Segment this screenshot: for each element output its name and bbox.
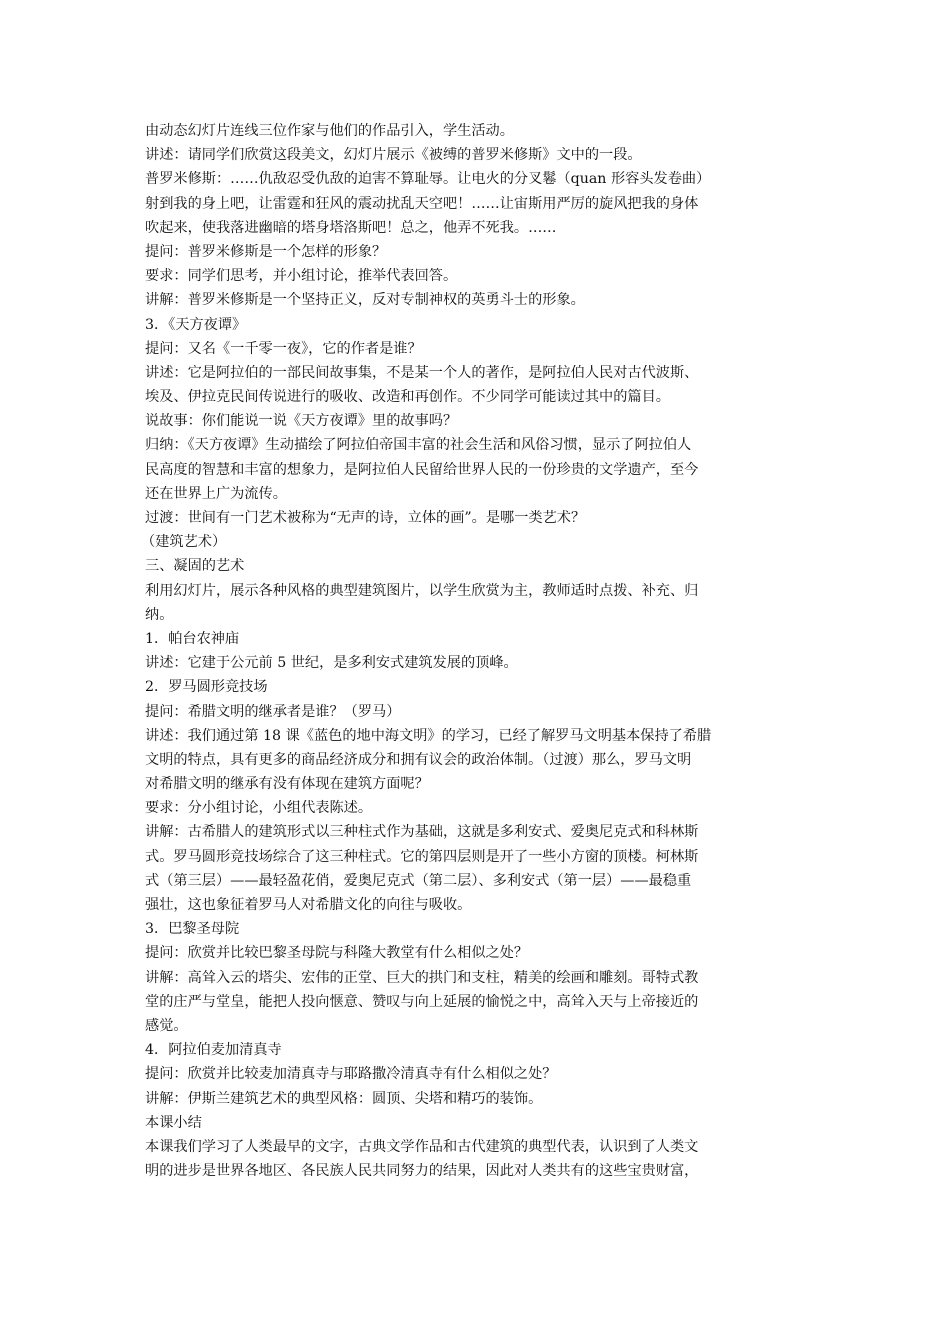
text-line: 说故事：你们能说一说《天方夜谭》里的故事吗？ bbox=[145, 413, 458, 430]
text-line: 民高度的智慧和丰富的想象力，是阿拉伯人民留给世界人民的一份珍贵的文学遗产，至今 bbox=[145, 461, 699, 478]
section-heading: 3．巴黎圣母院 bbox=[145, 921, 240, 938]
text-line: 讲述：它建于公元前 5 世纪，是多利安式建筑发展的顶峰。 bbox=[145, 655, 518, 672]
text-line: 讲解：高耸入云的塔尖、宏伟的正堂、巨大的拱门和支柱，精美的绘画和雕刻。哥特式教 bbox=[145, 969, 699, 986]
text-line: 过渡：世间有一门艺术被称为“无声的诗，立体的画”。是哪一类艺术？ bbox=[145, 510, 586, 526]
section-heading: 本课小结 bbox=[145, 1114, 202, 1131]
text-line: 强壮，这也象征着罗马人对希腊文化的向往与吸收。 bbox=[145, 897, 472, 913]
text-line: 式（第三层）——最轻盈花俏，爱奥尼克式（第二层）、多利安式（第一层）——最稳重 bbox=[145, 872, 692, 889]
document-body bbox=[141, 119, 810, 1183]
text-line: 讲述：请同学们欣赏这段美文，幻灯片展示《被缚的普罗米修斯》文中的一段。 bbox=[145, 147, 642, 164]
text-line: 纳。 bbox=[145, 606, 174, 623]
text-line: 归纳：《天方夜谭》生动描绘了阿拉伯帝国丰富的社会生活和风俗习惯，显示了阿拉伯人 bbox=[145, 437, 692, 454]
text-line: （建筑艺术） bbox=[141, 534, 227, 551]
text-line: 普罗米修斯：……仇敌忍受仇敌的迫害不算耻辱。让电火的分叉鬈（quan 形容头发卷曲） bbox=[145, 171, 711, 188]
section-heading: 4．阿拉伯麦加清真寺 bbox=[145, 1042, 282, 1059]
text-line: 式。罗马圆形竞技场综合了这三种柱式。它的第四层则是开了一些小方窗的顶楼。柯林斯 bbox=[145, 848, 699, 865]
section-heading: 2．罗马圆形竞技场 bbox=[145, 679, 268, 696]
text-line: 要求：同学们思考，并小组讨论，推举代表回答。 bbox=[145, 268, 458, 285]
text-line: 还在世界上广为流传。 bbox=[145, 485, 287, 502]
text-line: 文明的特点，具有更多的商品经济成分和拥有议会的政治体制。（过渡）那么，罗马文明 bbox=[145, 751, 692, 768]
text-line: 由动态幻灯片连线三位作家与他们的作品引入，学生活动。 bbox=[145, 123, 514, 139]
section-heading: 三、凝固的艺术 bbox=[145, 558, 245, 575]
section-heading: 1．帕台农神庙 bbox=[145, 630, 240, 647]
text-line: 讲述：它是阿拉伯的一部民间故事集，不是某一个人的著作，是阿拉伯人民对古代波斯、 bbox=[145, 364, 699, 381]
text-line: 要求：分小组讨论，小组代表陈述。 bbox=[145, 800, 373, 817]
text-line: 讲述：我们通过第 18 课《蓝色的地中海文明》的学习，已经了解罗马文明基本保持了希腊 bbox=[145, 727, 712, 744]
text-line: 本课我们学习了人类最早的文字，古典文学作品和古代建筑的典型代表，认识到了人类文 bbox=[145, 1138, 699, 1155]
text-line: 明的进步是世界各地区、各民族人民共同努力的结果，因此对人类共有的这些宝贵财富， bbox=[145, 1163, 699, 1180]
text-line: 提问：希腊文明的继承者是谁？（罗马） bbox=[145, 703, 401, 720]
section-heading: 3．《天方夜谭》 bbox=[145, 316, 247, 333]
text-line: 埃及、伊拉克民间传说进行的吸收、改造和再创作。不少同学可能读过其中的篇目。 bbox=[145, 389, 670, 406]
text-line: 提问：普罗米修斯是一个怎样的形象？ bbox=[145, 243, 387, 260]
text-line: 射到我的身上吧，让雷霆和狂风的震动扰乱天空吧！……让宙斯用严厉的旋风把我的身体 bbox=[145, 195, 699, 212]
text-line: 讲解：古希腊人的建筑形式以三种柱式作为基础，这就是多利安式、爱奥尼克式和科林斯 bbox=[145, 824, 699, 841]
text-line: 提问：欣赏并比较麦加清真寺与耶路撒冷清真寺有什么相似之处？ bbox=[145, 1066, 557, 1083]
text-line: 利用幻灯片，展示各种风格的典型建筑图片，以学生欣赏为主，教师适时点拨、补充、归 bbox=[145, 582, 699, 599]
text-line: 感觉。 bbox=[145, 1017, 188, 1034]
text-line: 堂的庄严与堂皇，能把人投向惬意、赞叹与向上延展的愉悦之中，高耸入天与上帝接近的 bbox=[145, 993, 699, 1010]
text-line: 吹起来，使我落进幽暗的塔身塔洛斯吧！总之，他弄不死我。…… bbox=[145, 219, 557, 236]
text-line: 讲解：普罗米修斯是一个坚持正义，反对专制神权的英勇斗士的形象。 bbox=[145, 292, 585, 309]
text-line: 提问：又名《一千零一夜》，它的作者是谁？ bbox=[145, 340, 422, 357]
text-line: 提问：欣赏并比较巴黎圣母院与科隆大教堂有什么相似之处？ bbox=[145, 945, 529, 962]
text-line: 对希腊文明的继承有没有体现在建筑方面呢？ bbox=[145, 776, 429, 793]
text-line: 讲解：伊斯兰建筑艺术的典型风格：圆顶、尖塔和精巧的装饰。 bbox=[145, 1090, 543, 1107]
